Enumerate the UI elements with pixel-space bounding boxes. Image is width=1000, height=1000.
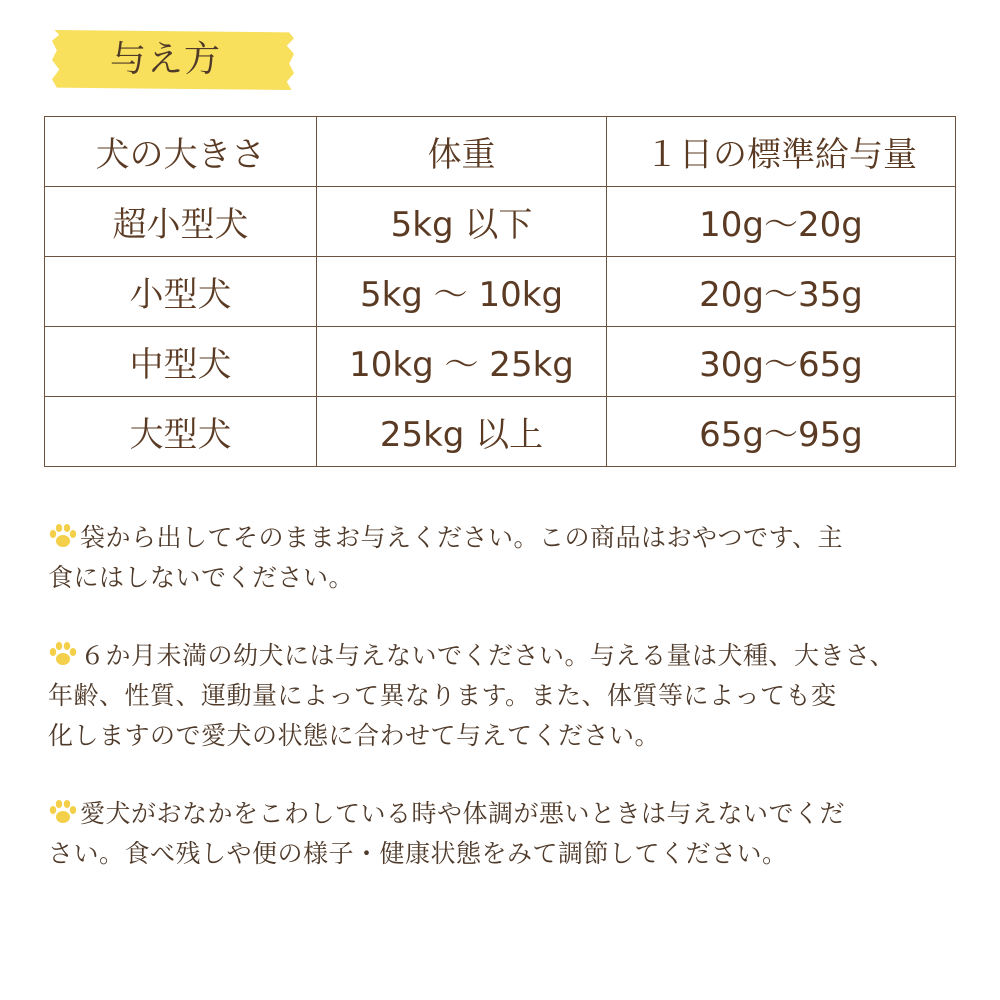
- header-daily-amount: １日の標準給与量: [607, 117, 956, 187]
- note-line: ６か月未満の幼犬には与えないでください。与える量は犬種、大きさ、: [80, 641, 896, 670]
- cell-size: 小型犬: [45, 257, 317, 327]
- table-row: [45, 257, 956, 327]
- cell-size: 大型犬: [45, 397, 317, 467]
- cell-weight: 5kg 〜 10kg: [317, 257, 607, 327]
- cell-weight: 10kg 〜 25kg: [317, 327, 607, 397]
- header-dog-size: 犬の大きさ: [45, 117, 317, 187]
- cell-size: 超小型犬: [45, 187, 317, 257]
- table-row: [45, 397, 956, 467]
- note-line: 愛犬がおなかをこわしている時や体調が悪いときは与えないでくだ: [80, 799, 846, 828]
- paw-icon: [48, 523, 78, 549]
- note-line: さい。食べ残しや便の様子・健康状態をみて調節してください。: [48, 839, 788, 868]
- note-line: 年齢、性質、運動量によって異なります。また、体質等によっても変: [48, 681, 837, 710]
- note-item: [48, 794, 953, 874]
- cell-amount: 20g〜35g: [607, 257, 956, 327]
- cell-amount: 65g〜95g: [607, 397, 956, 467]
- table-row: [45, 187, 956, 257]
- note-line: 袋から出してそのままお与えください。この商品はおやつです、主: [80, 523, 844, 552]
- table-row: [45, 327, 956, 397]
- notes-section: [48, 518, 953, 912]
- note-line: 化しますので愛犬の状態に合わせて与えてください。: [48, 721, 661, 750]
- note-item: [48, 636, 953, 756]
- feeding-table: [44, 116, 956, 467]
- header-weight: 体重: [317, 117, 607, 187]
- paw-icon: [48, 799, 78, 825]
- cell-weight: 5kg 以下: [317, 187, 607, 257]
- note-line: 食にはしないでください。: [48, 563, 355, 592]
- table-header-row: [45, 117, 956, 187]
- cell-amount: 10g〜20g: [607, 187, 956, 257]
- cell-size: 中型犬: [45, 327, 317, 397]
- section-title: 与え方: [110, 39, 222, 80]
- paw-icon: [48, 641, 78, 667]
- cell-amount: 30g〜65g: [607, 327, 956, 397]
- note-item: [48, 518, 953, 598]
- cell-weight: 25kg 以上: [317, 397, 607, 467]
